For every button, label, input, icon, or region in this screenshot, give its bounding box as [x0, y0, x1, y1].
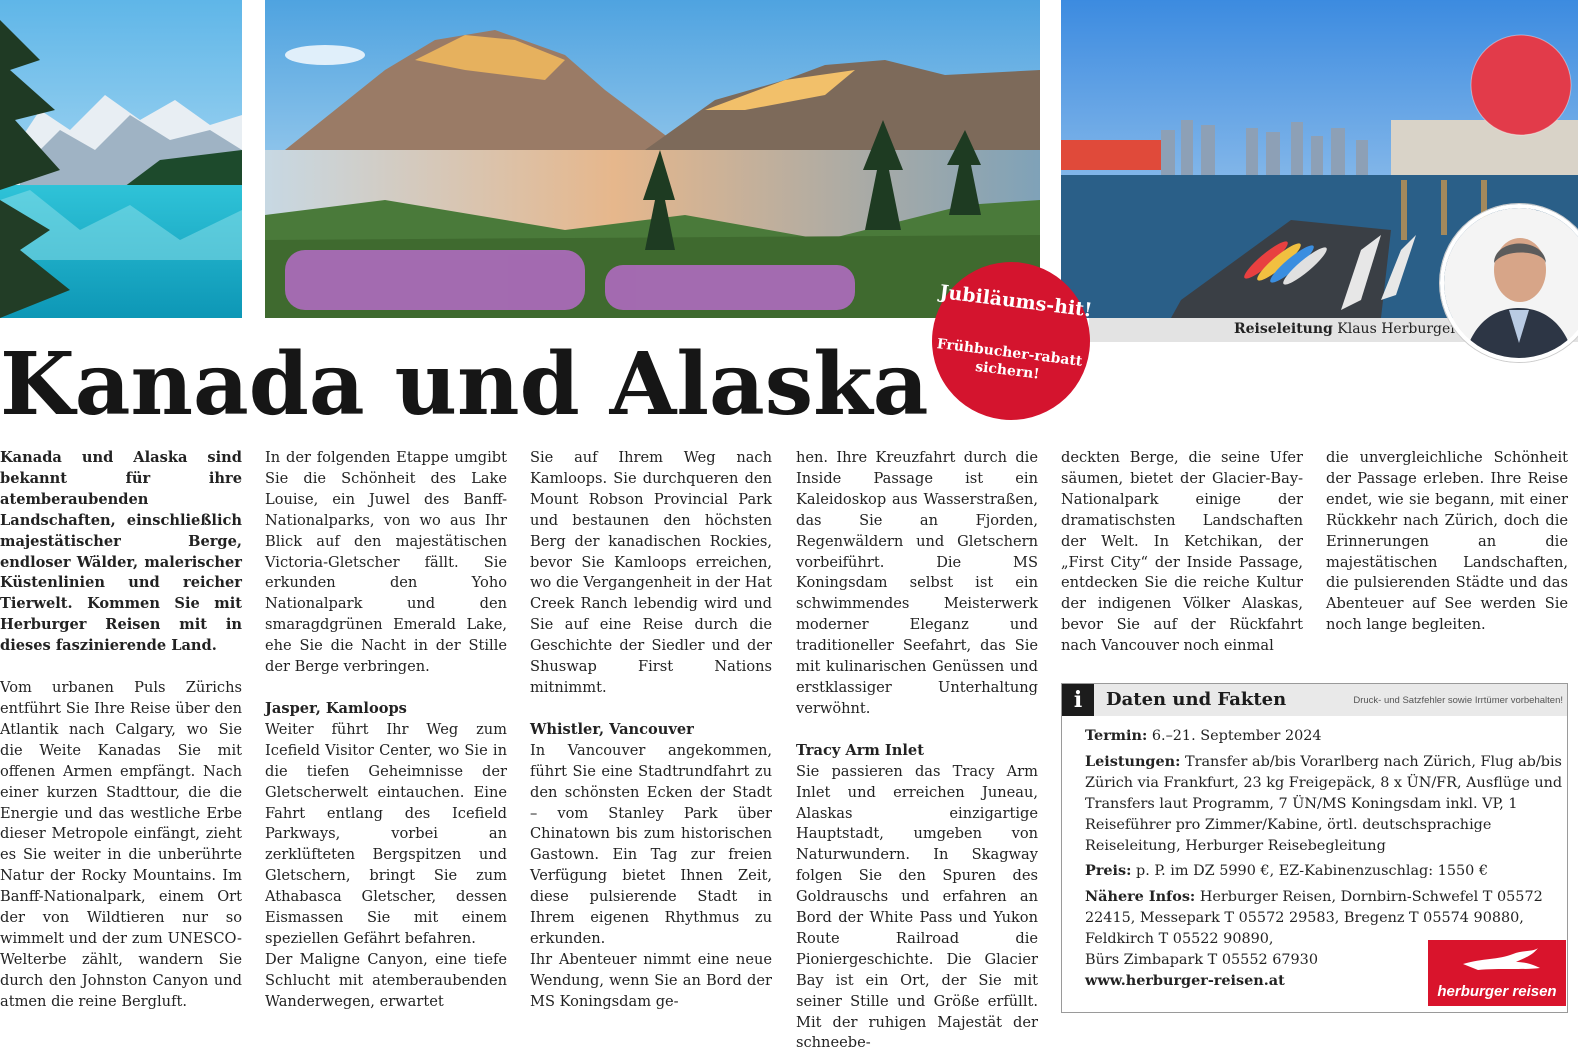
- termin-value: 6.–21. September 2024: [1151, 728, 1322, 744]
- badge-title: Jubiläums-hit!: [938, 281, 1094, 322]
- body-paragraph: Sie passieren das Tracy Arm Inlet und erreichen Juneau, Alaskas einzigartige Hauptstadt, umgeben von Naturwundern. In Skagway folgen Sie den Spuren des Goldrauschs und erfahren an Bord der White Pass und Yukon Route Railroad die Pioniergeschichte. Die Glacier Bay ist ein Ort, der Sie mit seiner Stille und Größe erfüllt. Mit der ruhigen Majestät der schneebe-: [796, 762, 1038, 1052]
- body-paragraph: In Vancouver angekommen, führt Sie eine Stadtrundfahrt zu den schönsten Ecken der Stadt – vom Stanley Park über Chinatown bis zum historischen Gastown. Ein Tag zur freien Verfügung bietet Ihnen Zeit, diese pulsierende Stadt in Ihrem eigenen Rhythmus zu erkunden.: [530, 741, 772, 947]
- leistungen-label: Leistungen:: [1085, 752, 1181, 770]
- facts-infos: [1085, 887, 1563, 929]
- photo-bow-lake: [265, 0, 1040, 318]
- infos-label: Nähere Infos:: [1085, 888, 1196, 906]
- body-paragraph: Sie auf Ihrem Weg nach Kamloops. Sie durchqueren den Mount Robson Provincial Park und bestaunen den höchsten Berg der kanadischen Rockies, bevor Sie Kamloops erreichen, wo die Vergangenheit in der Hat Creek Ranch lebendig wird und Sie auf eine Reise durch die Geschichte der Siedler und der Shuswap First Nations mitnimmt.: [530, 449, 772, 696]
- info-icon: i: [1062, 684, 1094, 716]
- infos-line-2: Feldkirch T 05522 90890,: [1085, 931, 1274, 948]
- facts-leistungen: [1085, 752, 1563, 857]
- photo-mountain-lake: [0, 0, 242, 318]
- preis-value: p. P. im DZ 5990 €, EZ-Kabinenzuschlag: 1550 €: [1136, 863, 1489, 880]
- preis-label: Preis:: [1085, 862, 1132, 880]
- termin-label: Termin:: [1085, 727, 1148, 744]
- website-link[interactable]: www.herburger-reisen.at: [1085, 971, 1285, 989]
- logo-text: herburger reisen: [1437, 983, 1557, 1000]
- section-heading: Tracy Arm Inlet: [796, 741, 924, 759]
- lead-paragraph: Kanada und Alaska sind bekannt für ihre atemberaubenden Landschaften, einschließlich majestätischer Berge, endloser Wälder, malerischer Küstenlinien und reicher Tierwelt. Kommen Sie mit Herburger Reisen mit in dieses faszinierende Land.: [0, 449, 242, 655]
- caption-name: Klaus Herburger: [1337, 321, 1457, 337]
- body-paragraph: Ihr Abenteuer nimmt eine neue Wendung, wenn Sie an Bord der MS Koningsdam ge-: [530, 950, 772, 1010]
- photo-caption: [1234, 321, 1457, 337]
- section-heading: Jasper, Kamloops: [265, 699, 407, 717]
- body-paragraph: In der folgenden Etappe umgibt Sie die Schönheit des Lake Louise, ein Juwel des Banff-Nationalparks, von wo aus Ihr Blick auf den majestätischen Victoria-Gletscher fällt. Sie erkunden den Yoho Nationalpark und den smaragdgrünen Emerald Lake, ehe Sie die Nacht in der Stille der Berge verbringen.: [265, 449, 507, 676]
- article-column-1: [0, 448, 242, 1013]
- article-column-4: [796, 448, 1038, 1054]
- facts-header: [1062, 684, 1567, 716]
- facts-title: Daten und Fakten: [1106, 689, 1287, 710]
- page-title: Kanada und Alaska: [0, 334, 929, 435]
- article-column-2: [265, 448, 507, 1013]
- caption-label: Reiseleitung: [1234, 321, 1333, 337]
- section-heading: Whistler, Vancouver: [530, 720, 694, 738]
- bird-logo-icon: [1428, 940, 1566, 980]
- body-paragraph: deckten Berge, die seine Ufer säumen, bietet der Glacier-Bay-Nationalpark einige der dramatischsten Landschaften der Welt. In Ketchikan, der „First City“ der Inside Passage, entdecken Sie die reiche Kultur der indigenen Völker Alaskas, bevor Sie auf der Rückfahrt nach Vancouver noch einmal: [1061, 449, 1303, 655]
- article-column-6: [1326, 448, 1568, 636]
- facts-termin: [1085, 726, 1563, 747]
- herburger-logo: [1428, 940, 1566, 1006]
- infos-line-3: Bürs Zimbapark T 05552 67930: [1085, 952, 1318, 969]
- leistungen-value: Transfer ab/bis Vorarlberg nach Zürich, Flug ab/bis Zürich via Frankfurt, 23 kg Freigepäck, 8 x ÜN/FR, Ausflüge und Transfers laut Programm, 7 ÜN/MS Koningsdam inkl. VP, 1 Reiseführer pro Zimmer/Kabine, örtl. deutschsprachige Reiseleitung, Herburger Reisebegleitung: [1085, 753, 1563, 854]
- body-paragraph: Der Maligne Canyon, eine tiefe Schlucht mit atemberaubenden Wanderwegen, erwartet: [265, 950, 507, 1010]
- article-column-5: [1061, 448, 1303, 657]
- article-column-3: [530, 448, 772, 1013]
- infos-line-1: Herburger Reisen, Dornbirn-Schwefel T 05572 22415, Messepark T 05572 29583, Bregenz T 05574 90880,: [1085, 889, 1543, 927]
- facts-preis: [1085, 861, 1563, 882]
- disclaimer-note: Druck- und Satzfehler sowie Irrtümer vorbehalten!: [1353, 695, 1563, 706]
- body-paragraph: hen. Ihre Kreuzfahrt durch die Inside Passage ist ein Kaleidoskop aus Wasserstraßen, das Sie an Fjorden, Regenwäldern und Gletschern vorbeiführt. Die MS Koningsdam selbst ist ein schwimmendes Meisterwerk moderner Eleganz und traditioneller Seefahrt, das Sie mit kulinarischen Genüssen und erstklassiger Unterhaltung verwöhnt.: [796, 449, 1038, 717]
- body-paragraph: Weiter führt Ihr Weg zum Icefield Visitor Center, wo Sie in die tiefen Geheimnisse der Gletscherwelt eintauchen. Eine Fahrt entlang des Icefield Parkways, vorbei an zerklüfteten Bergspitzen und Gletschern, bringt Sie zum Athabasca Gletscher, dessen Eismassen Sie mit einem speziellen Gefährt befahren.: [265, 720, 507, 947]
- body-paragraph: die unvergleichliche Schönheit der Passage erleben. Ihre Reise endet, wie sie begann, mit einer Rückkehr nach Zürich, doch die Erinnerungen an die majestätischen Landschaften, die pulsierenden Städte und das Abenteuer auf See werden Sie noch lange begleiten.: [1326, 449, 1568, 634]
- badge-subtitle: Frühbucher-rabatt sichern!: [935, 336, 1084, 383]
- body-paragraph: Vom urbanen Puls Zürichs entführt Sie Ihre Reise über den Atlantik nach Calgary, wo Sie die Weite Kanadas Sie mit offenen Armen empfängt. Nach einer kurzen Stadttour, die die Energie und das westliche Erbe dieser Metropole einfängt, zieht es Sie weiter in die unberührte Natur der Rocky Mountains. Im Banff-Nationalpark, einem Ort der von Wildtieren nur so wimmelt und der zum UNESCO-Welterbe zählt, wandern Sie durch den Johnston Canyon und atmen die reine Bergluft.: [0, 679, 242, 1010]
